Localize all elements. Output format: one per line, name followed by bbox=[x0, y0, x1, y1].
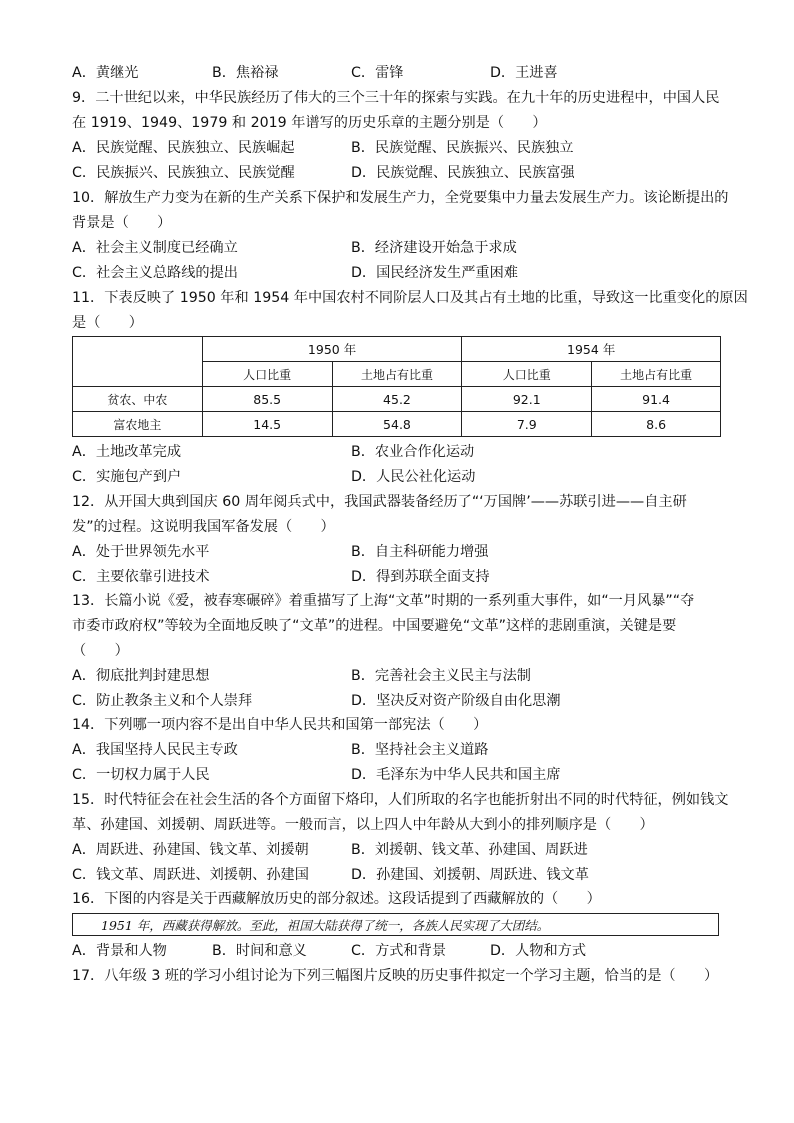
q9-stem-line1: 9．二十世纪以来，中华民族经历了伟大的三个三十年的探索与实践。在九十年的历史进程中，中国人民 bbox=[72, 90, 720, 106]
q9-option-c: C．民族振兴、民族独立、民族觉醒 bbox=[72, 165, 295, 181]
table-subheader-cell: 人口比重 bbox=[202, 362, 332, 387]
q8-option-d: D．王进喜 bbox=[490, 65, 558, 81]
q13-option-b: B．完善社会主义民主与法制 bbox=[351, 668, 531, 684]
table-subheader-cell: 土地占有比重 bbox=[592, 362, 721, 387]
q9-stem-line2: 在 1919、1949、1979 和 2019 年谱写的历史乐章的主题分别是（ ） bbox=[72, 115, 547, 131]
table-corner-cell bbox=[73, 337, 203, 387]
q10-option-b: B．经济建设开始急于求成 bbox=[351, 240, 517, 256]
q11-option-a: A．土地改革完成 bbox=[72, 444, 182, 460]
q8-option-c: C．雷锋 bbox=[351, 65, 404, 81]
q13-stem-line1: 13．长篇小说《爱，被春寒碾碎》着重描写了上海“文革”时期的一系列重大事件，如“一月风暴”“夺 bbox=[72, 593, 695, 609]
q14-option-d: D．毛泽东为中华人民共和国主席 bbox=[351, 767, 561, 783]
q17-stem-line1: 17．八年级 3 班的学习小组讨论为下列三幅图片反映的历史事件拟定一个学习主题，恰当的是（ ） bbox=[72, 968, 719, 984]
q15-stem-line2: 革、孙建国、刘援朝、周跃进等。一般而言，以上四人中年龄从大到小的排列顺序是（ ） bbox=[72, 817, 654, 833]
q15-option-d: D．孙建国、刘援朝、周跃进、钱文革 bbox=[351, 867, 589, 883]
q13-option-a: A．彻底批判封建思想 bbox=[72, 668, 210, 684]
q14-stem-line1: 14．下列哪一项内容不是出自中华人民共和国第一部宪法（ ） bbox=[72, 717, 488, 733]
q10-stem-line2: 背景是（ ） bbox=[72, 215, 172, 231]
q15-option-a: A．周跃进、孙建国、钱文革、刘援朝 bbox=[72, 842, 309, 858]
q16-stem-line1: 16．下图的内容是关于西藏解放历史的部分叙述。这段话提到了西藏解放的（ ） bbox=[72, 891, 601, 907]
q8-option-b: B．焦裕禄 bbox=[212, 65, 279, 81]
table-cell: 14.5 bbox=[202, 412, 332, 437]
q11-option-b: B．农业合作化运动 bbox=[351, 444, 475, 460]
q8-option-a: A．黄继光 bbox=[72, 65, 139, 81]
q16-option-a: A．背景和人物 bbox=[72, 943, 167, 959]
q16-quote-box: 1951 年，西藏获得解放。至此，祖国大陆获得了统一，各族人民实现了大团结。 bbox=[72, 913, 719, 936]
q11-option-d: D．人民公社化运动 bbox=[351, 469, 476, 485]
land-population-table bbox=[72, 336, 721, 437]
q11-option-c: C．实施包产到户 bbox=[72, 469, 182, 485]
table-subheader-cell: 人口比重 bbox=[462, 362, 592, 387]
table-cell: 45.2 bbox=[332, 387, 462, 412]
q11-stem-line1: 11．下表反映了 1950 年和 1954 年中国农村不同阶层人口及其占有土地的比重，导致这一比重变化的原因 bbox=[72, 290, 748, 306]
q10-stem-line1: 10．解放生产力变为在新的生产关系下保护和发展生产力，全党要集中力量去发展生产力。该论断提出的 bbox=[72, 190, 729, 206]
q16-option-b: B．时间和意义 bbox=[212, 943, 307, 959]
q12-option-b: B．自主科研能力增强 bbox=[351, 544, 489, 560]
table-subheader-cell: 土地占有比重 bbox=[332, 362, 462, 387]
table-row-label: 富农地主 bbox=[73, 412, 203, 437]
q14-option-a: A．我国坚持人民民主专政 bbox=[72, 742, 238, 758]
q16-option-c: C．方式和背景 bbox=[351, 943, 447, 959]
table-header-row bbox=[73, 337, 721, 362]
table-cell: 91.4 bbox=[592, 387, 721, 412]
q14-option-c: C．一切权力属于人民 bbox=[72, 767, 210, 783]
table-year-1954: 1954 年 bbox=[462, 337, 721, 362]
q15-option-b: B．刘援朝、钱文革、孙建国、周跃进 bbox=[351, 842, 588, 858]
q15-stem-line1: 15．时代特征会在社会生活的各个方面留下烙印，人们所取的名字也能折射出不同的时代特征，例如钱文 bbox=[72, 792, 729, 808]
q10-option-a: A．社会主义制度已经确立 bbox=[72, 240, 238, 256]
table-row-label: 贫农、中农 bbox=[73, 387, 203, 412]
table-cell: 85.5 bbox=[202, 387, 332, 412]
q12-stem-line1: 12．从开国大典到国庆 60 周年阅兵式中，我国武器装备经历了“‘万国牌’——苏联引进——自主研 bbox=[72, 494, 687, 510]
q9-option-b: B．民族觉醒、民族振兴、民族独立 bbox=[351, 140, 574, 156]
q12-stem-line2: 发”的过程。这说明我国军备发展（ ） bbox=[72, 519, 335, 535]
table-cell: 7.9 bbox=[462, 412, 592, 437]
table-row bbox=[73, 412, 721, 437]
q9-option-a: A．民族觉醒、民族独立、民族崛起 bbox=[72, 140, 295, 156]
q12-option-d: D．得到苏联全面支持 bbox=[351, 569, 490, 585]
table-row bbox=[73, 387, 721, 412]
table-cell: 8.6 bbox=[592, 412, 721, 437]
q12-option-a: A．处于世界领先水平 bbox=[72, 544, 210, 560]
q13-stem-line3: （ ） bbox=[72, 643, 129, 659]
q10-option-c: C．社会主义总路线的提出 bbox=[72, 265, 238, 281]
q11-stem-line2: 是（ ） bbox=[72, 315, 143, 331]
q16-option-d: D．人物和方式 bbox=[490, 943, 587, 959]
q14-option-b: B．坚持社会主义道路 bbox=[351, 742, 489, 758]
q13-option-d: D．坚决反对资产阶级自由化思潮 bbox=[351, 693, 561, 709]
q13-option-c: C．防止教条主义和个人崇拜 bbox=[72, 693, 253, 709]
q13-stem-line2: 市委市政府权”等较为全面地反映了“文革”的进程。中国要避免“文革”这样的悲剧重演，关键是要 bbox=[72, 618, 677, 634]
q9-option-d: D．民族觉醒、民族独立、民族富强 bbox=[351, 165, 575, 181]
table-cell: 92.1 bbox=[462, 387, 592, 412]
table-cell: 54.8 bbox=[332, 412, 462, 437]
q10-option-d: D．国民经济发生严重困难 bbox=[351, 265, 518, 281]
q15-option-c: C．钱文革、周跃进、刘援朝、孙建国 bbox=[72, 867, 309, 883]
q12-option-c: C．主要依靠引进技术 bbox=[72, 569, 210, 585]
table-year-1950: 1950 年 bbox=[202, 337, 462, 362]
